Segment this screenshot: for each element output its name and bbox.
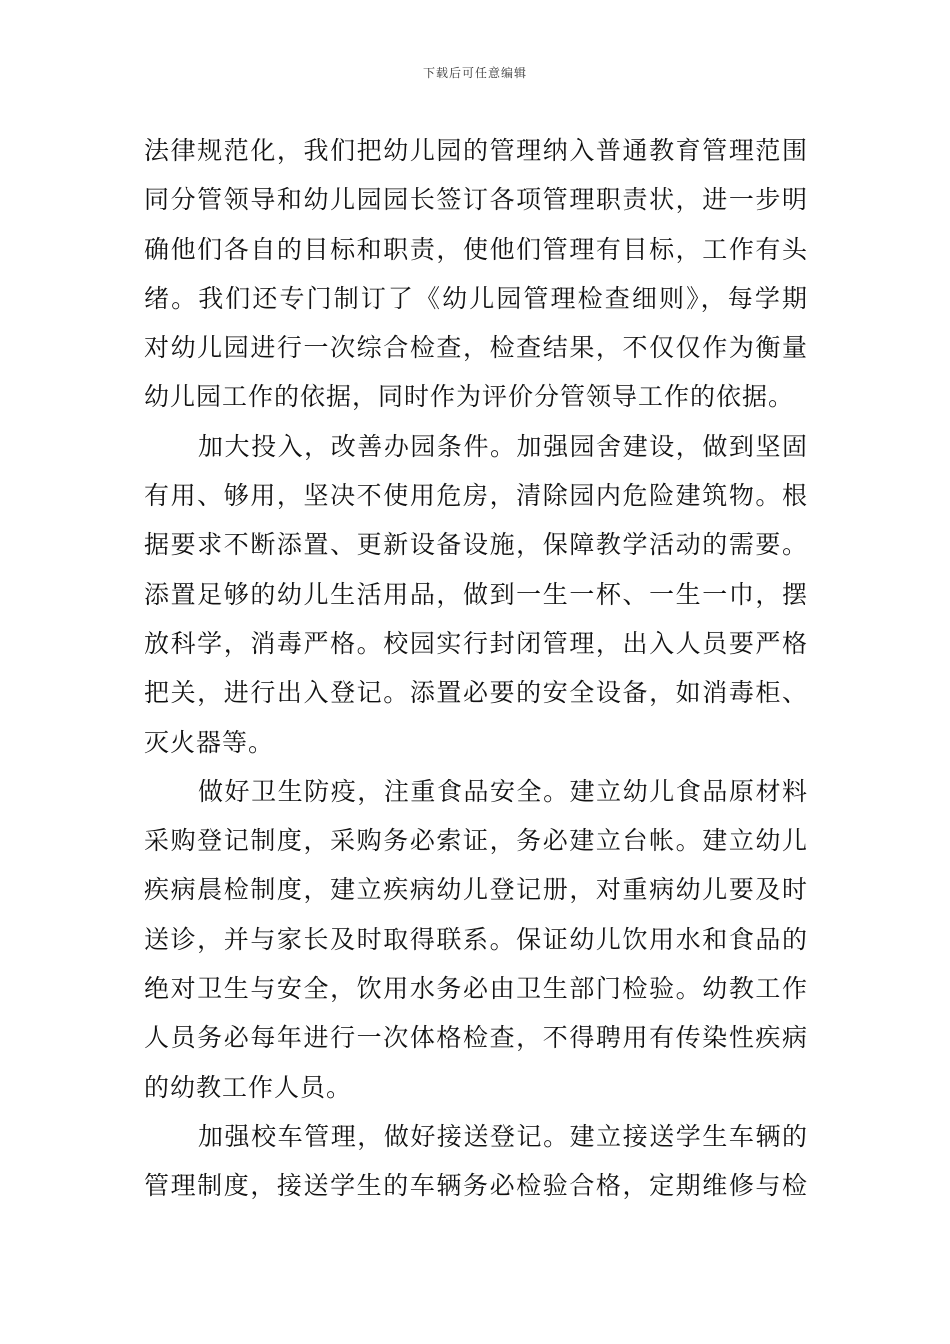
paragraph-first-line: 加大投入，改善办园条件。加强园舍建设，做到坚固 [198, 431, 808, 461]
paragraph-first-line: 做好卫生防疫，注重食品安全。建立幼儿食品原材料 [198, 776, 808, 806]
text-line: 绝对卫生与安全，饮用水务必由卫生部门检验。幼教工作 [144, 974, 808, 1004]
paragraph-first-line: 加强校车管理，做好接送登记。建立接送学生车辆的 [198, 1121, 808, 1151]
text-line: 有用、够用，坚决不使用危房，清除园内危险建筑物。根 [144, 481, 808, 511]
text-line: 采购登记制度，采购务必索证，务必建立台帐。建立幼儿 [144, 826, 808, 856]
text-line: 灭火器等。 [144, 727, 275, 757]
text-line: 确他们各自的目标和职责，使他们管理有目标，工作有头 [144, 234, 808, 264]
text-line: 管理制度，接送学生的车辆务必检验合格，定期维修与检 [144, 1171, 808, 1201]
text-line: 放科学，消毒严格。校园实行封闭管理，出入人员要严格 [144, 628, 808, 658]
text-line: 对幼儿园进行一次综合检查，检查结果，不仅仅作为衡量 [144, 333, 808, 363]
text-line: 法律规范化，我们把幼儿园的管理纳入普通教育管理范围 [144, 136, 808, 165]
document-body [144, 126, 808, 1211]
text-line: 把关，进行出入登记。添置必要的安全设备，如消毒柜、 [144, 678, 808, 708]
page-header-note: 下载后可任意编辑 [422, 66, 527, 80]
text-line: 人员务必每年进行一次体格检查，不得聘用有传染性疾病 [144, 1023, 808, 1053]
text-line: 添置足够的幼儿生活用品，做到一生一杯、一生一巾，摆 [144, 579, 808, 609]
text-line: 送诊，并与家长及时取得联系。保证幼儿饮用水和食品的 [144, 924, 808, 954]
text-line: 幼儿园工作的依据，同时作为评价分管领导工作的依据。 [144, 382, 795, 412]
text-line: 绪。我们还专门制订了《幼儿园管理检查细则》，每学期 [144, 283, 808, 313]
text-line: 据要求不断添置、更新设备设施，保障教学活动的需要。 [144, 530, 808, 560]
text-line: 同分管领导和幼儿园园长签订各项管理职责状，进一步明 [144, 185, 808, 215]
text-line: 的幼教工作人员。 [144, 1072, 353, 1102]
text-line: 疾病晨检制度，建立疾病幼儿登记册，对重病幼儿要及时 [144, 875, 808, 905]
